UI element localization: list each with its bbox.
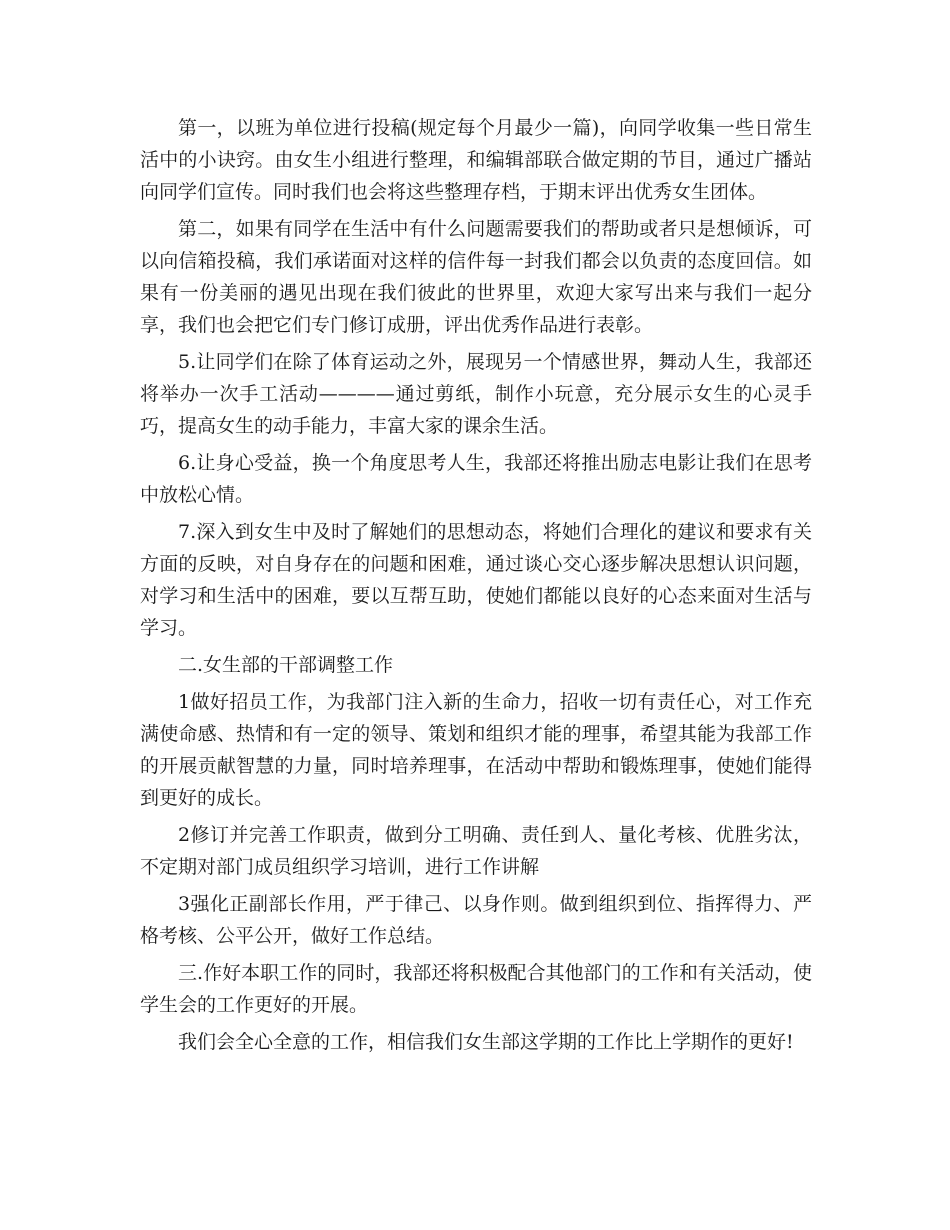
paragraph-1: 第一，以班为单位进行投稿(规定每个月最少一篇)，向同学收集一些日常生活中的小诀窍。由女生小组进行整理，和编辑部联合做定期的节目，通过广播站向同学们宣传。同时我们也会将这些整理存档，于期末评出优秀女生团体。 xyxy=(140,117,812,203)
section-heading-cadre: 二.女生部的干部调整工作 xyxy=(178,654,394,676)
paragraph-3: 5.让同学们在除了体育运动之外，展现另一个情感世界，舞动人生，我部还将举办一次手工活动————通过剪纸，制作小玩意，充分展示女生的心灵手巧，提高女生的动手能力，丰富大家的课余生活。 xyxy=(140,351,812,437)
document-body xyxy=(140,112,812,1063)
section-heading-cooperation: 三.作好本职工作的同时，我部还将积极配合其他部门的工作和有关活动，使学生会的工作更好的开展。 xyxy=(140,962,812,1016)
paragraph-4: 6.让身心受益，换一个角度思考人生，我部还将推出励志电影让我们在思考中放松心情。 xyxy=(140,452,812,506)
paragraph-5: 7.深入到女生中及时了解她们的思想动态，将她们合理化的建议和要求有关方面的反映，对自身存在的问题和困难，通过谈心交心逐步解决思想认识问题，对学习和生活中的困难，要以互帮互助，使她们都能以良好的心态来面对生活与学习。 xyxy=(140,521,812,639)
paragraph-8: 2修订并完善工作职责，做到分工明确、责任到人、量化考核、优胜劣汰，不定期对部门成员组织学习培训，进行工作讲解 xyxy=(140,824,812,878)
paragraph-2: 第二，如果有同学在生活中有什么问题需要我们的帮助或者只是想倾诉，可以向信箱投稿，我们承诺面对这样的信件每一封我们都会以负责的态度回信。如果有一份美丽的遇见出现在我们彼此的世界里，欢迎大家写出来与我们一起分享，我们也会把它们专门修订成册，评出优秀作品进行表彰。 xyxy=(140,218,812,336)
closing-paragraph: 我们会全心全意的工作，相信我们女生部这学期的工作比上学期作的更好! xyxy=(178,1031,794,1053)
paragraph-9: 3强化正副部长作用，严于律己、以身作则。做到组织到位、指挥得力、严格考核、公平公开，做好工作总结。 xyxy=(140,893,812,947)
paragraph-7: 1做好招员工作，为我部门注入新的生命力，招收一切有责任心，对工作充满使命感、热情和有一定的领导、策划和组织才能的理事，希望其能为我部工作的开展贡献智慧的力量，同时培养理事，在活动中帮助和锻炼理事，使她们能得到更好的成长。 xyxy=(140,691,812,809)
